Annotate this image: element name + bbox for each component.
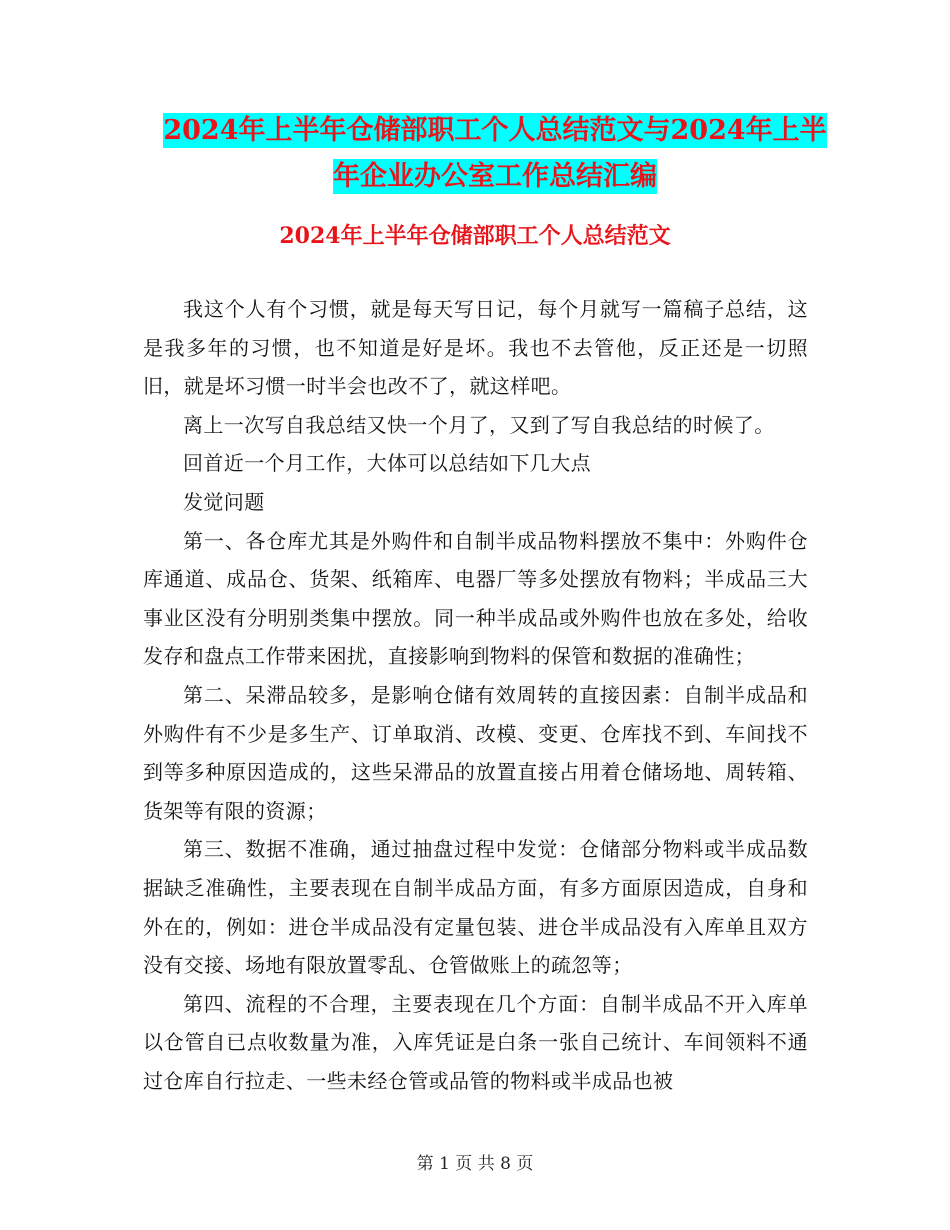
document-title-line-2: 年企业办公室工作总结汇编 <box>333 161 657 192</box>
paragraph: 第三、数据不准确，通过抽盘过程中发觉：仓储部分物料或半成品数据缺乏准确性，主要表现在自制半成品方面，有多方面原因造成，自身和外在的，例如：进仓半成品没有定量包装、进仓半成品没有入库单且双方没有交接、场地有限放置零乱、仓管做账上的疏忽等； <box>143 837 808 978</box>
paragraph: 离上一次写自我总结又快一个月了，又到了写自我总结的时候了。 <box>183 412 775 437</box>
section-title: 2024年上半年仓储部职工个人总结范文 <box>279 223 671 249</box>
body-text <box>143 290 808 1100</box>
paragraph: 第四、流程的不合理，主要表现在几个方面：自制半成品不开入库单以仓管自已点收数量为准，入库凭证是白条一张自己统计、车间领料不通过仓库自行拉走、一些未经仓管或品管的物料或半成品也被 <box>143 991 808 1093</box>
paragraph: 回首近一个月工作，大体可以总结如下几大点 <box>183 451 591 476</box>
paragraph: 第二、呆滞品较多，是影响仓储有效周转的直接因素：自制半成品和外购件有不少是多生产、订单取消、改模、变更、仓库找不到、车间找不到等多种原因造成的，这些呆滞品的放置直接占用着仓储场地、周转箱、货架等有限的资源； <box>143 682 808 823</box>
document-title <box>140 108 850 200</box>
paragraph: 我这个人有个习惯，就是每天写日记，每个月就写一篇稿子总结，这是我多年的习惯，也不知道是好是坏。我也不去管他，反正还是一切照旧，就是坏习惯一时半会也改不了，就这样吧。 <box>143 297 808 399</box>
paragraph: 第一、各仓库尤其是外购件和自制半成品物料摆放不集中：外购件仓库通道、成品仓、货架、纸箱库、电器厂等多处摆放有物料；半成品三大事业区没有分明别类集中摆放。同一种半成品或外购件也放在多处，给收发存和盘点工作带来困扰，直接影响到物料的保管和数据的准确性； <box>143 528 808 669</box>
page-footer: 第 1 页 共 8 页 <box>416 1154 534 1174</box>
paragraph: 发觉问题 <box>183 489 265 514</box>
document-title-line-1: 2024年上半年仓储部职工个人总结范文与2024年上半 <box>163 115 827 146</box>
